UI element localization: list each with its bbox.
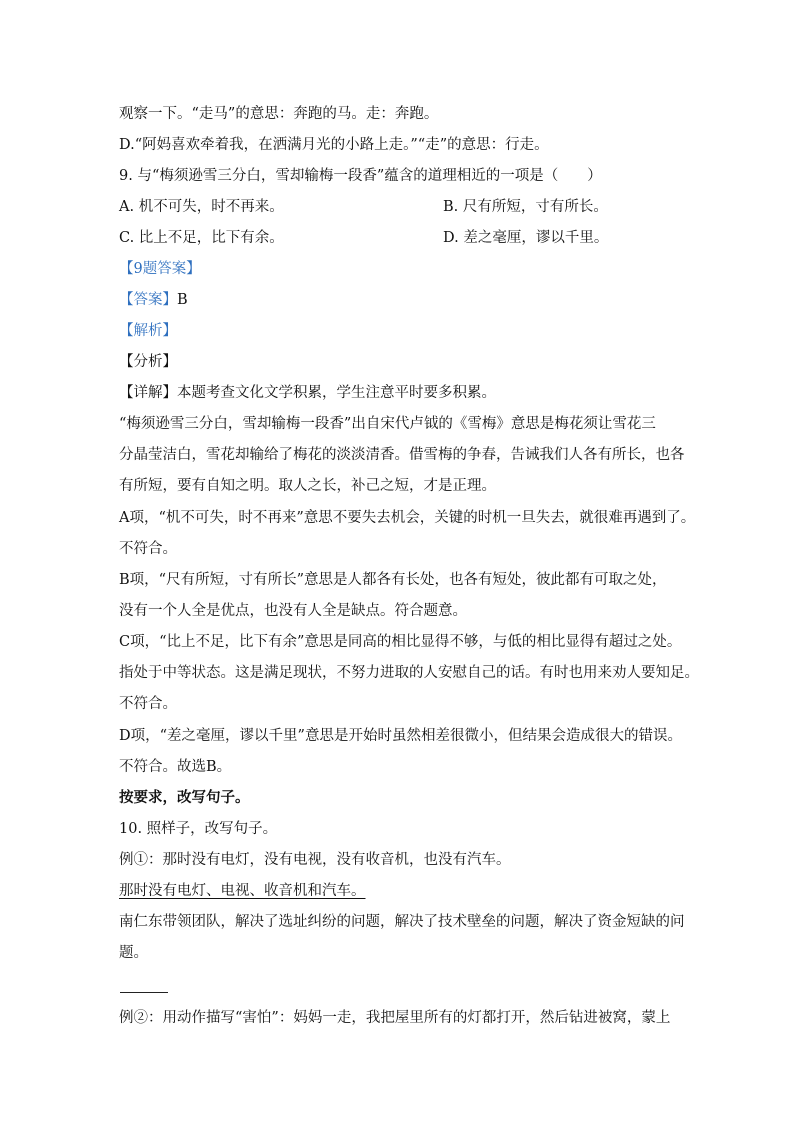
detail-text: 本题考查文化文学积累，学生注意平时要多积累。 — [177, 385, 496, 401]
option-c: C. 比上不足，比下有余。 — [119, 230, 284, 246]
explanation-line: 有所短，要有自知之明。取人之长，补己之短，才是正理。 — [119, 478, 496, 494]
text-line: D.“阿妈喜欢牵着我，在洒满月光的小路上走。”“走”的意思：行走。 — [119, 137, 549, 153]
example-1-answer: 那时没有电灯、电视、收音机和汽车。 — [119, 883, 366, 899]
explanation-d: D项，“差之毫厘，谬以千里”意思是开始时虽然相差很微小，但结果会造成很大的错误。 — [119, 728, 682, 744]
explanation-b: B项，“尺有所短，寸有所长”意思是人都各有长处，也各有短处，彼此都有可取之处， — [119, 572, 667, 588]
explanation-a: 不符合。 — [119, 541, 177, 557]
option-a: A. 机不可失，时不再来。 — [119, 199, 284, 215]
example-2: 例②：用动作描写“害怕”：妈妈一走，我把屋里所有的灯都打开，然后钻进被窝，蒙上 — [119, 1010, 671, 1026]
explanation-line: “梅须逊雪三分白，雪却输梅一段香”出自宋代卢钺的《雪梅》意思是梅花须让雪花三 — [119, 416, 656, 432]
section-heading: 按要求，改写句子。 — [119, 789, 250, 806]
explanation-c: C项，“比上不足，比下有余”意思是同高的相比显得不够，与低的相比显得有超过之处。 — [119, 634, 682, 650]
explanation-a: A项，“机不可失，时不再来”意思不要失去机会，关键的时机一旦失去，就很难再遇到了。 — [119, 510, 696, 526]
option-b: B. 尺有所短，寸有所长。 — [443, 199, 608, 215]
answer-line — [119, 290, 188, 310]
answer-label: 【答案】 — [119, 292, 177, 308]
exercise-sentence: 题。 — [119, 945, 148, 961]
detail-label: 【详解】 — [119, 385, 177, 401]
question-10: 10. 照样子，改写句子。 — [119, 821, 278, 837]
question-9: 9. 与“梅须逊雪三分白，雪却输梅一段香”蕴含的道理相近的一项是（ ） — [119, 168, 602, 184]
analysis-label: 【解析】 — [119, 323, 177, 339]
answer-tag-9: 【9题答案】 — [119, 261, 201, 277]
exercise-sentence: 南仁东带领团队，解决了选址纠纷的问题，解决了技术壁垒的问题，解决了资金短缺的问 — [119, 914, 685, 930]
text-line: 观察一下。“走马”的意思：奔跑的马。走：奔跑。 — [119, 106, 439, 122]
detail-line — [119, 383, 496, 403]
explanation-c: 不符合。 — [119, 696, 177, 712]
example-1: 例①：那时没有电灯，没有电视，没有收音机，也没有汽车。 — [119, 852, 511, 868]
answer-blank-line — [120, 992, 168, 993]
explanation-line: 分晶莹洁白，雪花却输给了梅花的淡淡清香。借雪梅的争春，告诫我们人各有所长，也各 — [119, 447, 685, 463]
explanation-c: 指处于中等状态。这是满足现状，不努力进取的人安慰自己的话。有时也用来劝人要知足。 — [119, 665, 699, 681]
fenxi-label: 【分析】 — [119, 354, 177, 370]
explanation-b: 没有一个人全是优点，也没有人全是缺点。符合题意。 — [119, 603, 467, 619]
answer-value: B — [177, 292, 188, 308]
option-d: D. 差之毫厘，谬以千里。 — [443, 230, 609, 246]
explanation-d: 不符合。故选B。 — [119, 759, 232, 775]
